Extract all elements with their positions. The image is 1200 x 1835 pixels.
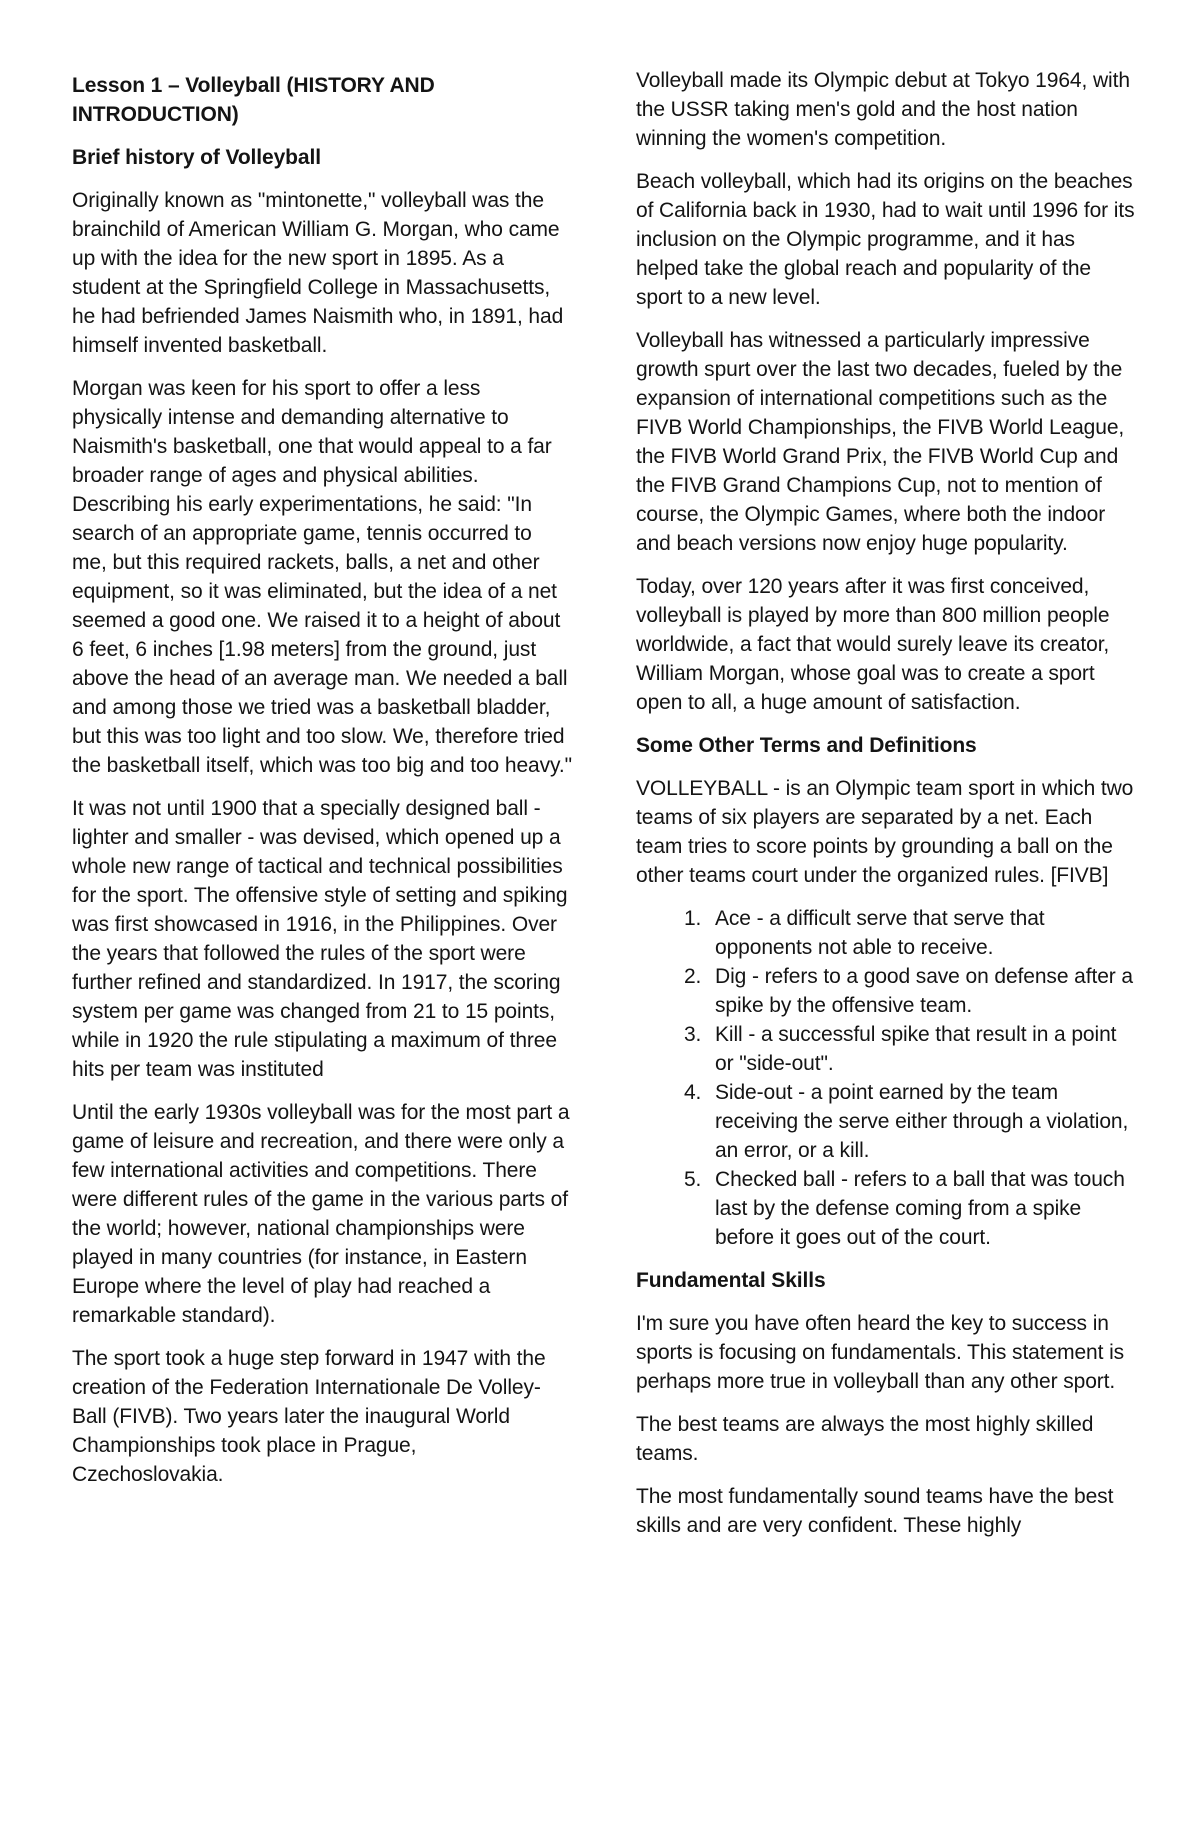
skills-heading: Fundamental Skills [636, 1269, 826, 1292]
terms-list [636, 904, 1136, 1252]
history-heading: Brief history of Volleyball [72, 146, 321, 169]
term-item-checked-ball: 5. Checked ball - refers to a ball that was touch last by the defense coming from a spike before it goes out of the court. [707, 1165, 1136, 1252]
history-paragraph: Beach volleyball, which had its origins on the beaches of California back in 1930, had to wait until 1996 for its inclusion on the Olympic programme, and it has helped take the global reach and popularity of the sport to a new level. [636, 170, 1135, 309]
terms-heading: Some Other Terms and Definitions [636, 734, 977, 757]
term-item-side-out: 4. Side-out - a point earned by the team receiving the serve either through a violation, an error, or a kill. [707, 1078, 1136, 1165]
skills-paragraph: The most fundamentally sound teams have the best skills and are very confident. These highly [636, 1485, 1114, 1537]
volleyball-definition: VOLLEYBALL - is an Olympic team sport in which two teams of six players are separated by a net. Each team tries to score points by grounding a ball on the other teams court under the organized rules. [FIVB] [636, 777, 1134, 887]
history-paragraph: Today, over 120 years after it was first conceived, volleyball is played by more than 800 million people worldwide, a fact that would surely leave its creator, William Morgan, whose goal was to create a sport open to all, a huge amount of satisfaction. [636, 575, 1110, 714]
lesson-title: Lesson 1 – Volleyball (HISTORY AND INTRODUCTION) [72, 74, 435, 126]
left-column [72, 66, 572, 1503]
history-paragraph: Volleyball has witnessed a particularly impressive growth spurt over the last two decades, fueled by the expansion of international competitions such as the FIVB World Championships, the FIVB World League, the FIVB World Grand Prix, the FIVB World Cup and the FIVB Grand Champions Cup, not to mention of course, the Olympic Games, where both the indoor and beach versions now enjoy huge popularity. [636, 329, 1125, 555]
skills-paragraph: I'm sure you have often heard the key to success in sports is focusing on fundamentals. This statement is perhaps more true in volleyball than any other sport. [636, 1312, 1125, 1393]
history-paragraph: Volleyball made its Olympic debut at Tokyo 1964, with the USSR taking men's gold and the host nation winning the women's competition. [636, 69, 1130, 150]
term-item-ace: 1. Ace - a difficult serve that serve that opponents not able to receive. [707, 904, 1136, 962]
term-item-dig: 2. Dig - refers to a good save on defense after a spike by the offensive team. [707, 962, 1136, 1020]
history-paragraph: It was not until 1900 that a specially designed ball - lighter and smaller - was devised, which opened up a whole new range of tactical and technical possibilities for the sport. The offensive style of setting and spiking was first showcased in 1916, in the Philippines. Over the years that followed the rules of the sport were further refined and standardized. In 1917, the scoring system per game was changed from 21 to 15 points, while in 1920 the rule stipulating a maximum of three hits per team was instituted [72, 797, 568, 1081]
history-paragraph: Originally known as "mintonette," volleyball was the brainchild of American William G. Morgan, who came up with the idea for the new sport in 1895. As a student at the Springfield College in Massachusetts, he had befriended James Naismith who, in 1891, had himself invented basketball. [72, 189, 564, 357]
right-column [636, 66, 1136, 1554]
history-paragraph: Morgan was keen for his sport to offer a less physically intense and demanding alternative to Naismith's basketball, one that would appeal to a far broader range of ages and physical abilities. Describing his early experimentations, he said: "In search of an appropriate game, tennis occurred to me, but this required rackets, balls, a net and other equipment, so it was eliminated, but the idea of a net seemed a good one. We raised it to a height of about 6 feet, 6 inches [1.98 meters] from the ground, just above the head of an average man. We needed a ball and among those we tried was a basketball bladder, but this was too light and too slow. We, therefore tried the basketball itself, which was too big and too heavy." [72, 377, 572, 777]
skills-paragraph: The best teams are always the most highly skilled teams. [636, 1413, 1094, 1465]
history-paragraph: The sport took a huge step forward in 1947 with the creation of the Federation Internationale De Volley-Ball (FIVB). Two years later the inaugural World Championships took place in Prague, Czechoslovakia. [72, 1347, 546, 1486]
history-paragraph: Until the early 1930s volleyball was for the most part a game of leisure and recreation, and there were only a few international activities and competitions. There were different rules of the game in the various parts of the world; however, national championships were played in many countries (for instance, in Eastern Europe where the level of play had reached a remarkable standard). [72, 1101, 570, 1327]
term-item-kill: 3. Kill - a successful spike that result in a point or "side-out". [707, 1020, 1136, 1078]
